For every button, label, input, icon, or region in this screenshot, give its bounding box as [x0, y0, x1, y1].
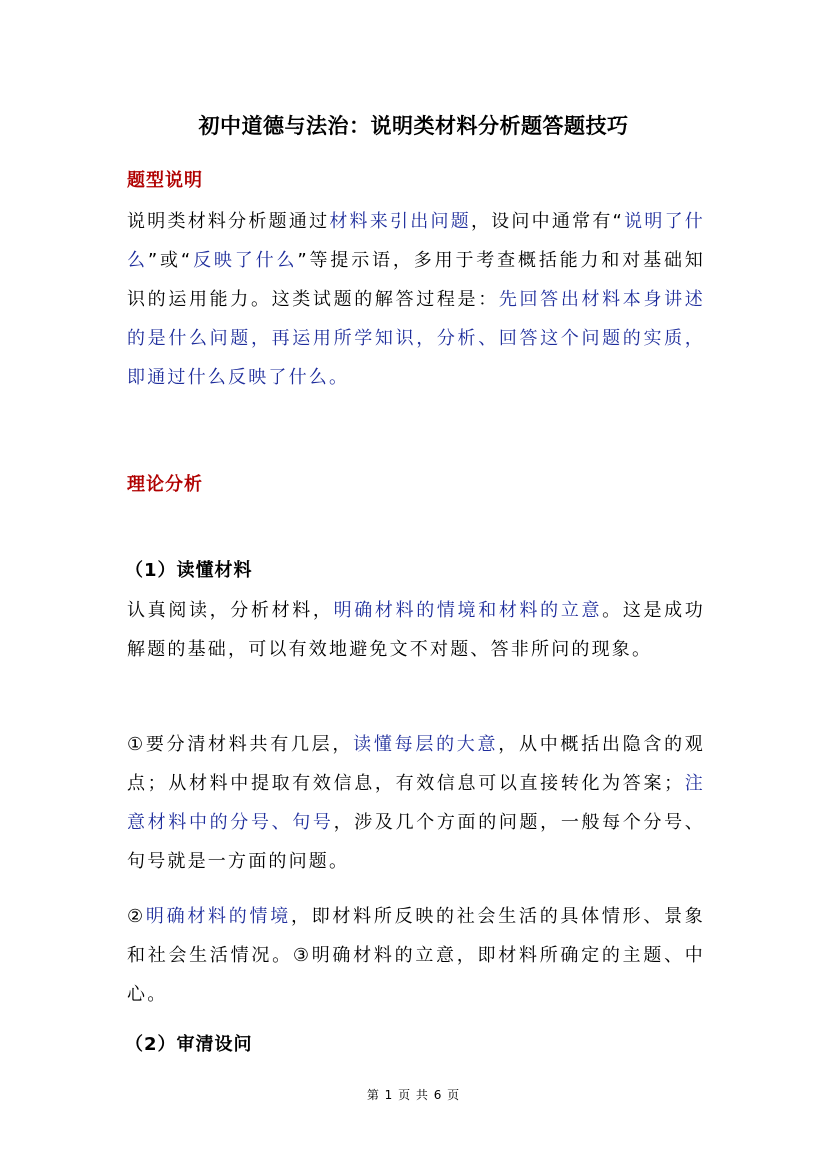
text-run: 说明类材料分析题通过	[127, 211, 330, 232]
text-run: ，即材料所反映的社会生活的具体情形、景象和社会生活情况。③明确材料的立意，即材料所确定的主题、中心。	[127, 906, 705, 1005]
highlighted-text: 反映了什么	[192, 250, 298, 271]
text-run: ，设问中通常有“	[470, 211, 625, 232]
page-footer: 第 1 页 共 6 页	[366, 1088, 461, 1102]
highlighted-text: 明确材料的情境和材料的立意	[333, 600, 603, 621]
text-run: ，涉及几个方面的问题，一般每个分号、句号就是一方面的问题。	[127, 812, 705, 872]
section-heading-theory: 理论分析	[127, 474, 203, 495]
text-run: ②	[127, 906, 146, 927]
text-run: 。这是成功解题的基础，可以有效地避免文不对题、答非所问的现象。	[127, 600, 706, 660]
highlighted-text: 明确材料的情境	[145, 906, 291, 927]
highlighted-text: 读懂每层的大意	[353, 734, 499, 755]
text-run: ”等提示语，多用于考查概括能力和对基础知识的运用能力。这类试题的解答过程是：	[127, 250, 706, 310]
page-title: 初中道德与法治：说明类材料分析题答题技巧	[198, 113, 629, 138]
subheading-read-material: （1）读懂材料	[125, 560, 253, 581]
text-run: 认真阅读，分析材料，	[127, 600, 334, 621]
paragraph-question-type	[127, 202, 705, 397]
paragraph-point-2	[127, 897, 705, 1014]
highlighted-text: 先回答出材料本身讲述的是什么问题，再运用所学知识，分析、回答这个问题的实质，即通过什么反映了什么。	[127, 289, 705, 388]
highlighted-text: 说明了什么	[127, 211, 705, 271]
text-run: ”或“	[147, 250, 193, 271]
paragraph-point-1	[127, 725, 705, 881]
section-heading-question-type: 题型说明	[127, 170, 203, 191]
highlighted-text: 材料来引出问题	[329, 211, 471, 232]
text-run: ，从中概括出隐含的观点；从材料中提取有效信息，有效信息可以直接转化为答案；	[127, 734, 705, 794]
text-run: ①要分清材料共有几层，	[127, 734, 354, 755]
subheading-read-question: （2）审清设问	[125, 1034, 253, 1055]
paragraph-read-material	[127, 591, 705, 669]
highlighted-text: 注意材料中的分号、句号	[127, 773, 706, 833]
